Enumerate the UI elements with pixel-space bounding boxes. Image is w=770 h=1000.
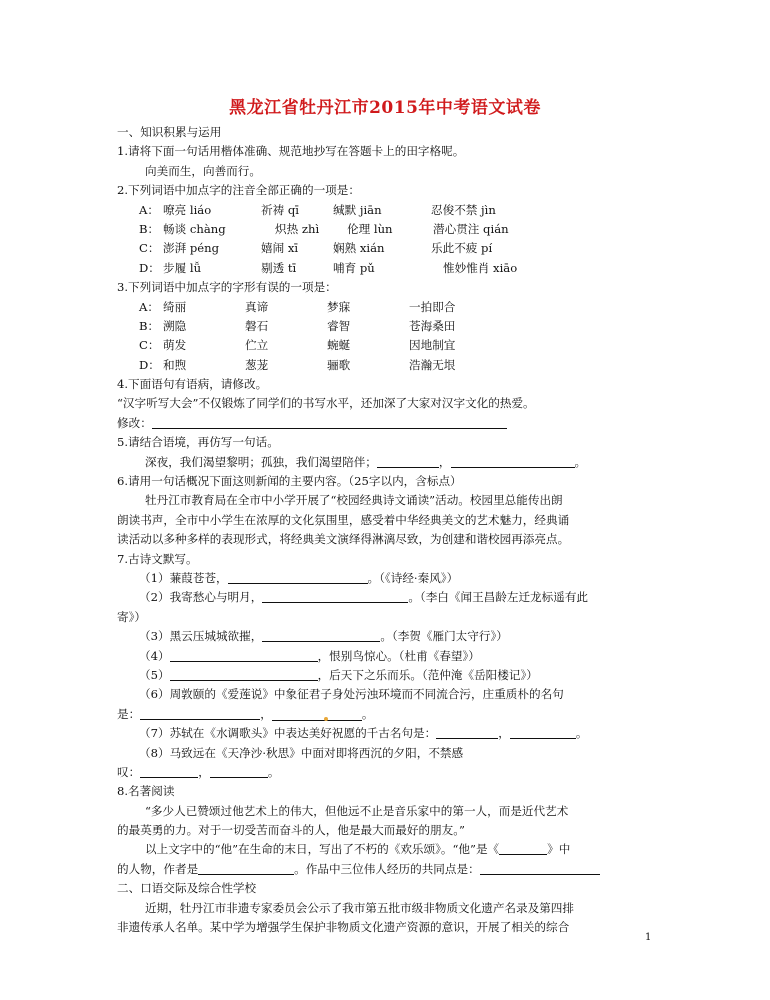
s2-paragraph-1: 近期，牡丹江市非遗专家委员会公示了我市第五批市级非物质文化遗产名录及第四排 <box>145 900 574 915</box>
q7-item-2-cont: 寄》） <box>117 609 146 624</box>
answer-blank[interactable] <box>436 725 498 739</box>
q1-stem: 1.请将下面一句话用楷体准确、规范地抄写在答题卡上的田字格呢。 <box>117 144 465 159</box>
answer-blank[interactable] <box>499 841 547 855</box>
answer-blank[interactable] <box>262 628 380 642</box>
q8-quote-2: 的最英勇的力。对于一切受苦而奋斗的人，他是最大而最好的朋友。” <box>117 823 465 838</box>
q2-option-c: C： 澎湃 péng 嬉闹 xī 娴熟 xián 乐此不疲 pí <box>139 241 493 256</box>
q6-paragraph-3: 读活动以多种多样的表现形式，将经典美文演绎得淋漓尽致，为创建和谐校园再添亮点。 <box>117 532 570 547</box>
q2-stem: 2.下列词语中加点字的注音全部正确的一项是： <box>117 183 360 198</box>
q2-option-d: D： 步履 lǚ 剔透 tī 哺育 pǔ 惟妙惟肖 xiāo <box>139 260 518 275</box>
q2-option-b: B： 畅谈 chàng 炽热 zhì 伦理 lùn 潜心贯注 qián <box>139 221 509 236</box>
q5-text: 深夜，我们渴望黎明；孤独，我们渴望陪伴； ， 。 <box>145 454 587 469</box>
answer-blank[interactable] <box>152 415 507 429</box>
answer-blank[interactable] <box>451 454 575 468</box>
answer-blank[interactable] <box>228 570 368 584</box>
answer-blank[interactable] <box>272 707 362 721</box>
exam-body <box>117 123 657 937</box>
q7-item-1: （1）蒹葭苍苍， 。（《诗经·秦风》） <box>139 570 459 585</box>
q7-item-4: （4） ，恨别鸟惊心。（杜甫《春望》） <box>139 648 480 663</box>
q7-item-3: （3）黑云压城城欲摧， 。（李贺《雁门太守行》） <box>139 629 508 644</box>
q3-option-d: D： 和煦 葱茏 骊歌 浩瀚无垠 <box>139 357 456 372</box>
q2-option-a: A： 嘹亮 liáo 祈祷 qī 缄默 jiān 忍俊不禁 jìn <box>139 202 496 217</box>
q3-stem: 3.下列词语中加点字的字形有误的一项是： <box>117 280 337 295</box>
q8-question-1: 以上文字中的“他”在生命的末日，写出了不朽的《欢乐颂》。“他”是《 》中 <box>145 842 571 857</box>
q3-option-c: C： 萌发 伫立 蜿蜒 因地制宜 <box>139 338 456 353</box>
q4-text: “汉字听写大会”不仅锻炼了同学们的书写水平，还加深了大家对汉字文化的热爱。 <box>117 396 535 411</box>
q7-item-8: （8）马致远在《天净沙·秋思》中面对即将西沉的夕阳，不禁感 <box>139 745 464 760</box>
answer-blank[interactable] <box>140 764 198 778</box>
q4-answer-row: 修改： <box>117 414 657 433</box>
q6-paragraph-1: 牡丹江市教育局在全市中小学开展了“校园经典诗文诵读”活动。校园里总能传出朗 <box>145 493 563 508</box>
q8-quote-1: “多少人已赞颂过他艺术上的伟大，但他远不止是音乐家中的第一人，而是近代艺术 <box>145 803 569 818</box>
q7-item-2: （2）我寄愁心与明月， 。（李白《闻王昌龄左迁龙标遥有此 <box>139 590 589 605</box>
q7-item-6: （6）周敦颐的《爱莲说》中象征君子身处污浊环境而不同流合污，庄重质朴的名句 <box>139 687 564 702</box>
answer-blank[interactable] <box>140 706 260 720</box>
page-number: 1 <box>645 932 652 943</box>
s2-paragraph-2: 非遗传承人名单。某中学为增强学生保护非物质文化遗产资源的意识，开展了相关的综合 <box>117 920 570 935</box>
q8-stem: 8.名著阅读 <box>117 784 175 799</box>
q1-text: 向美而生，向善而行。 <box>145 163 261 178</box>
q7-item-8-cont: 叹： ， 。 <box>117 764 280 779</box>
q3-option-a: A： 绮丽 真谛 梦寐 一拍即合 <box>139 299 456 314</box>
q5-stem: 5.请结合语境，再仿写一句话。 <box>117 435 279 450</box>
answer-blank[interactable] <box>170 667 318 681</box>
answer-blank[interactable] <box>198 861 294 875</box>
answer-blank[interactable] <box>480 861 600 875</box>
q7-stem: 7.古诗文默写。 <box>117 551 198 566</box>
q7-item-5: （5） ，后天下之乐而乐。（范仲淹《岳阳楼记》） <box>139 667 538 682</box>
answer-blank[interactable] <box>170 648 318 662</box>
q4-stem: 4.下面语句有语病，请修改。 <box>117 377 268 392</box>
section-heading-1: 一、知识积累与运用 <box>117 125 222 139</box>
answer-blank[interactable] <box>210 764 268 778</box>
q6-paragraph-2: 朗读书声，全市中小学生在浓厚的文化氛围里，感受着中华经典美文的艺术魅力，经典诵 <box>117 512 570 527</box>
dot-mark <box>324 717 328 721</box>
answer-blank[interactable] <box>510 725 576 739</box>
answer-blank[interactable] <box>262 589 408 603</box>
section-heading-2: 二、口语交际及综合性学校 <box>117 881 257 896</box>
q7-item-6-cont: 是： ， 。 <box>117 706 374 721</box>
q6-stem: 6.请用一句话概况下面这则新闻的主要内容。（25字以内，含标点） <box>117 474 462 489</box>
q8-question-2: 的人物，作者是 。作品中三位伟人经历的共同点是： <box>117 860 657 879</box>
page-title: 黑龙江省牡丹江市2015年中考语文试卷 <box>229 98 541 118</box>
q7-item-7: （7）苏轼在《水调歌头》中表达美好祝愿的千古名句是： ， 。 <box>139 726 588 741</box>
answer-blank[interactable] <box>377 454 439 468</box>
q3-option-b: B： 溯隐 磐石 睿智 苍海桑田 <box>139 318 456 333</box>
